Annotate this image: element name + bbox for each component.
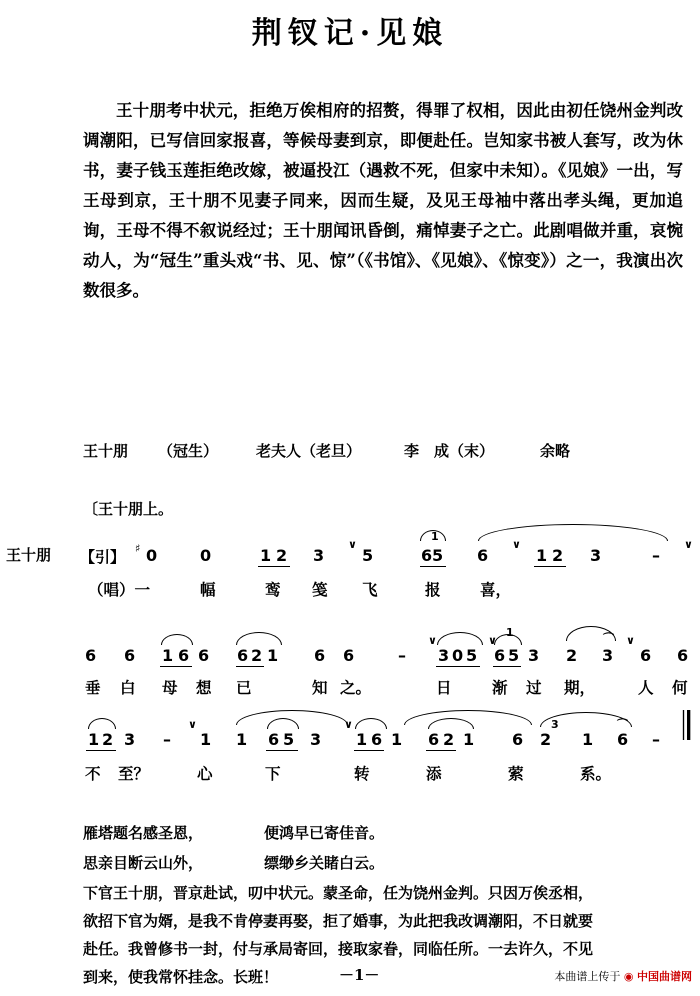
lyric: 鸾	[265, 580, 281, 599]
lyric: 喜，	[480, 580, 512, 599]
note: 1	[88, 730, 100, 749]
footer-credit	[554, 968, 692, 984]
note: –	[652, 730, 660, 749]
note: 1	[536, 546, 548, 565]
slur	[236, 632, 282, 645]
note: 1	[582, 730, 594, 749]
breath-mark: ∨	[428, 634, 437, 647]
note: 6	[477, 546, 489, 565]
speech-line: 到来，使我常怀挂念。长班！	[83, 968, 279, 986]
lyric: 萦	[508, 764, 524, 783]
cast-wang-shipeng: 王十朋	[83, 442, 129, 460]
note: 6	[198, 646, 210, 665]
note: 6	[640, 646, 652, 665]
cast-li-cheng: 李 成（末）	[404, 442, 495, 460]
fermata-mark: ⌒	[603, 632, 614, 645]
breath-mark: ∨	[684, 538, 693, 551]
note: 3	[438, 646, 450, 665]
lyric: 日	[436, 678, 452, 697]
underline	[420, 566, 446, 567]
page-number: －1－	[339, 966, 380, 984]
speech-line: 下官王十朋，晋京赴试，叨中状元。蒙圣命，任为饶州金判。只因万俟丞相，	[83, 884, 594, 902]
lyric: 想	[196, 678, 212, 697]
breath-mark: ∨	[344, 718, 353, 731]
note: –	[163, 730, 171, 749]
breath-mark: ∨	[188, 718, 197, 731]
slur	[494, 634, 522, 645]
note: 1	[463, 730, 475, 749]
note: 2	[251, 646, 263, 665]
brand-logo-icon: ◉	[623, 970, 634, 983]
note: 6	[268, 730, 280, 749]
underline	[426, 750, 456, 751]
note: 3	[590, 546, 602, 565]
note: 2	[566, 646, 578, 665]
cast-old-lady: 老夫人（老旦）	[256, 442, 362, 460]
speech-line: 赴任。我曾修书一封，付与承局寄回，接取家眷，同临任所。一去许久，不见	[83, 940, 594, 958]
lyric: 过	[526, 678, 542, 697]
note: 6	[85, 646, 97, 665]
underline	[493, 666, 521, 667]
verse-line-1b: 便鸿早已寄佳音。	[264, 824, 385, 842]
note: 6	[314, 646, 326, 665]
note: 6	[237, 646, 249, 665]
note: 6	[617, 730, 629, 749]
underline	[258, 566, 290, 567]
note: 0	[200, 546, 212, 565]
fermata-mark: ⌒	[617, 718, 628, 731]
note: 6	[421, 546, 433, 565]
note: 5	[283, 730, 295, 749]
grace-note: 1	[506, 626, 514, 639]
underline	[436, 666, 480, 667]
lyric: 渐	[492, 678, 508, 697]
verse-line-2a: 思亲目断云山外，	[83, 854, 204, 872]
lyric: 母	[162, 678, 178, 697]
note: 2	[443, 730, 455, 749]
note: 2	[540, 730, 552, 749]
lyric: 白	[120, 678, 136, 697]
grace-note: 1	[431, 530, 439, 543]
lyric: 心	[197, 764, 213, 783]
lyric: 下	[265, 764, 281, 783]
lyric: 垂	[85, 678, 101, 697]
note: 6	[677, 646, 689, 665]
note: 6	[124, 646, 136, 665]
note: 1	[260, 546, 272, 565]
stage-direction: 〔王十朋上。	[83, 500, 174, 518]
cast-role-type: （冠生）	[158, 442, 219, 460]
lyric: 何	[672, 678, 688, 697]
lyric: 已	[236, 678, 252, 697]
breath-mark: ∨	[512, 538, 521, 551]
speech-line: 欲招下官为婿，是我不肯停妻再娶，拒了婚事，为此把我改调潮阳，不日就要	[83, 912, 594, 930]
note: 5	[362, 546, 374, 565]
underline	[534, 566, 566, 567]
slur	[355, 718, 387, 729]
role-label: 王十朋	[6, 546, 52, 564]
page-title: 荆钗记·见娘	[251, 16, 449, 51]
lyric: 至？	[118, 764, 150, 783]
lyric: 系。	[580, 764, 612, 783]
note: 6	[428, 730, 440, 749]
lyric: 添	[426, 764, 442, 783]
note: –	[398, 646, 406, 665]
note: 3	[313, 546, 325, 565]
intro-paragraph: 王十朋考中状元，拒绝万俟相府的招赘，得罪了权相，因此由初任饶州金判改调潮阳，已写信回家报喜，等候母妻到京，即便赴任。岂知家书被人套写，改为休书，妻子钱玉莲拒绝改嫁，被逼投江（遇救不死，但家中未知）。《见娘》一出，写王母到京，王十朋不见妻子同来，因而生疑，及见王母袖中落出孝头绳，更加追询，王母不得不叙说经过；王十朋闻讯昏倒，痛悼妻子之亡。此剧唱做并重，哀惋动人，为“冠生”重头戏“书、见、惊”（《书馆》、《见娘》、《惊变》）之一，我演出次数很多。	[83, 101, 683, 300]
breath-mark: ∨	[488, 634, 497, 647]
cast-others: 余略	[540, 442, 571, 460]
note: 2	[276, 546, 288, 565]
note: 1	[162, 646, 174, 665]
note: 6	[343, 646, 355, 665]
underline	[354, 750, 384, 751]
note: 0	[452, 646, 464, 665]
lyric: 人	[638, 678, 654, 697]
note: 6	[371, 730, 383, 749]
lyric: 幅	[200, 580, 216, 599]
note: 3	[124, 730, 136, 749]
note: 【引】	[80, 548, 126, 566]
tempo-mark: ♯	[135, 542, 141, 555]
lyric: 期，	[564, 678, 596, 697]
note: 3	[528, 646, 540, 665]
breath-mark: ∨	[348, 538, 357, 551]
note: 6	[494, 646, 506, 665]
lyric: 笺	[312, 580, 328, 599]
lyric: 不	[85, 764, 101, 783]
lyric: 飞	[362, 580, 378, 599]
note: –	[652, 546, 660, 565]
note: 2	[552, 546, 564, 565]
lyric: （唱）一	[88, 580, 151, 599]
underline	[266, 750, 298, 751]
slur	[420, 530, 446, 541]
slur	[88, 718, 116, 729]
note: 1	[236, 730, 248, 749]
slur	[161, 634, 193, 645]
note: 2	[102, 730, 114, 749]
note: 5	[508, 646, 520, 665]
note: 6	[178, 646, 190, 665]
note: 1	[267, 646, 279, 665]
slur	[437, 632, 483, 645]
note: 1	[391, 730, 403, 749]
lyric: 转	[354, 764, 370, 783]
verse-line-1a: 雁塔题名感圣恩，	[83, 824, 204, 842]
note: 0	[146, 546, 158, 565]
credit-text: 本曲谱上传于	[554, 970, 621, 983]
note: 5	[432, 546, 444, 565]
note: 3	[310, 730, 322, 749]
underline	[86, 750, 116, 751]
verse-line-2b: 缥缈乡关睹白云。	[264, 854, 385, 872]
note: 1	[356, 730, 368, 749]
slur	[478, 524, 668, 541]
brand-name: 中国曲谱网	[637, 970, 692, 983]
lyric: 知	[312, 678, 328, 697]
grace-note: 3	[551, 718, 559, 731]
underline	[160, 666, 192, 667]
lyric: 之。	[340, 678, 372, 697]
note: 1	[200, 730, 212, 749]
note: 5	[466, 646, 478, 665]
final-barline	[681, 710, 693, 740]
note: 6	[512, 730, 524, 749]
underline	[236, 666, 264, 667]
note: 3	[602, 646, 614, 665]
lyric: 报	[425, 580, 441, 599]
breath-mark: ∨	[626, 634, 635, 647]
